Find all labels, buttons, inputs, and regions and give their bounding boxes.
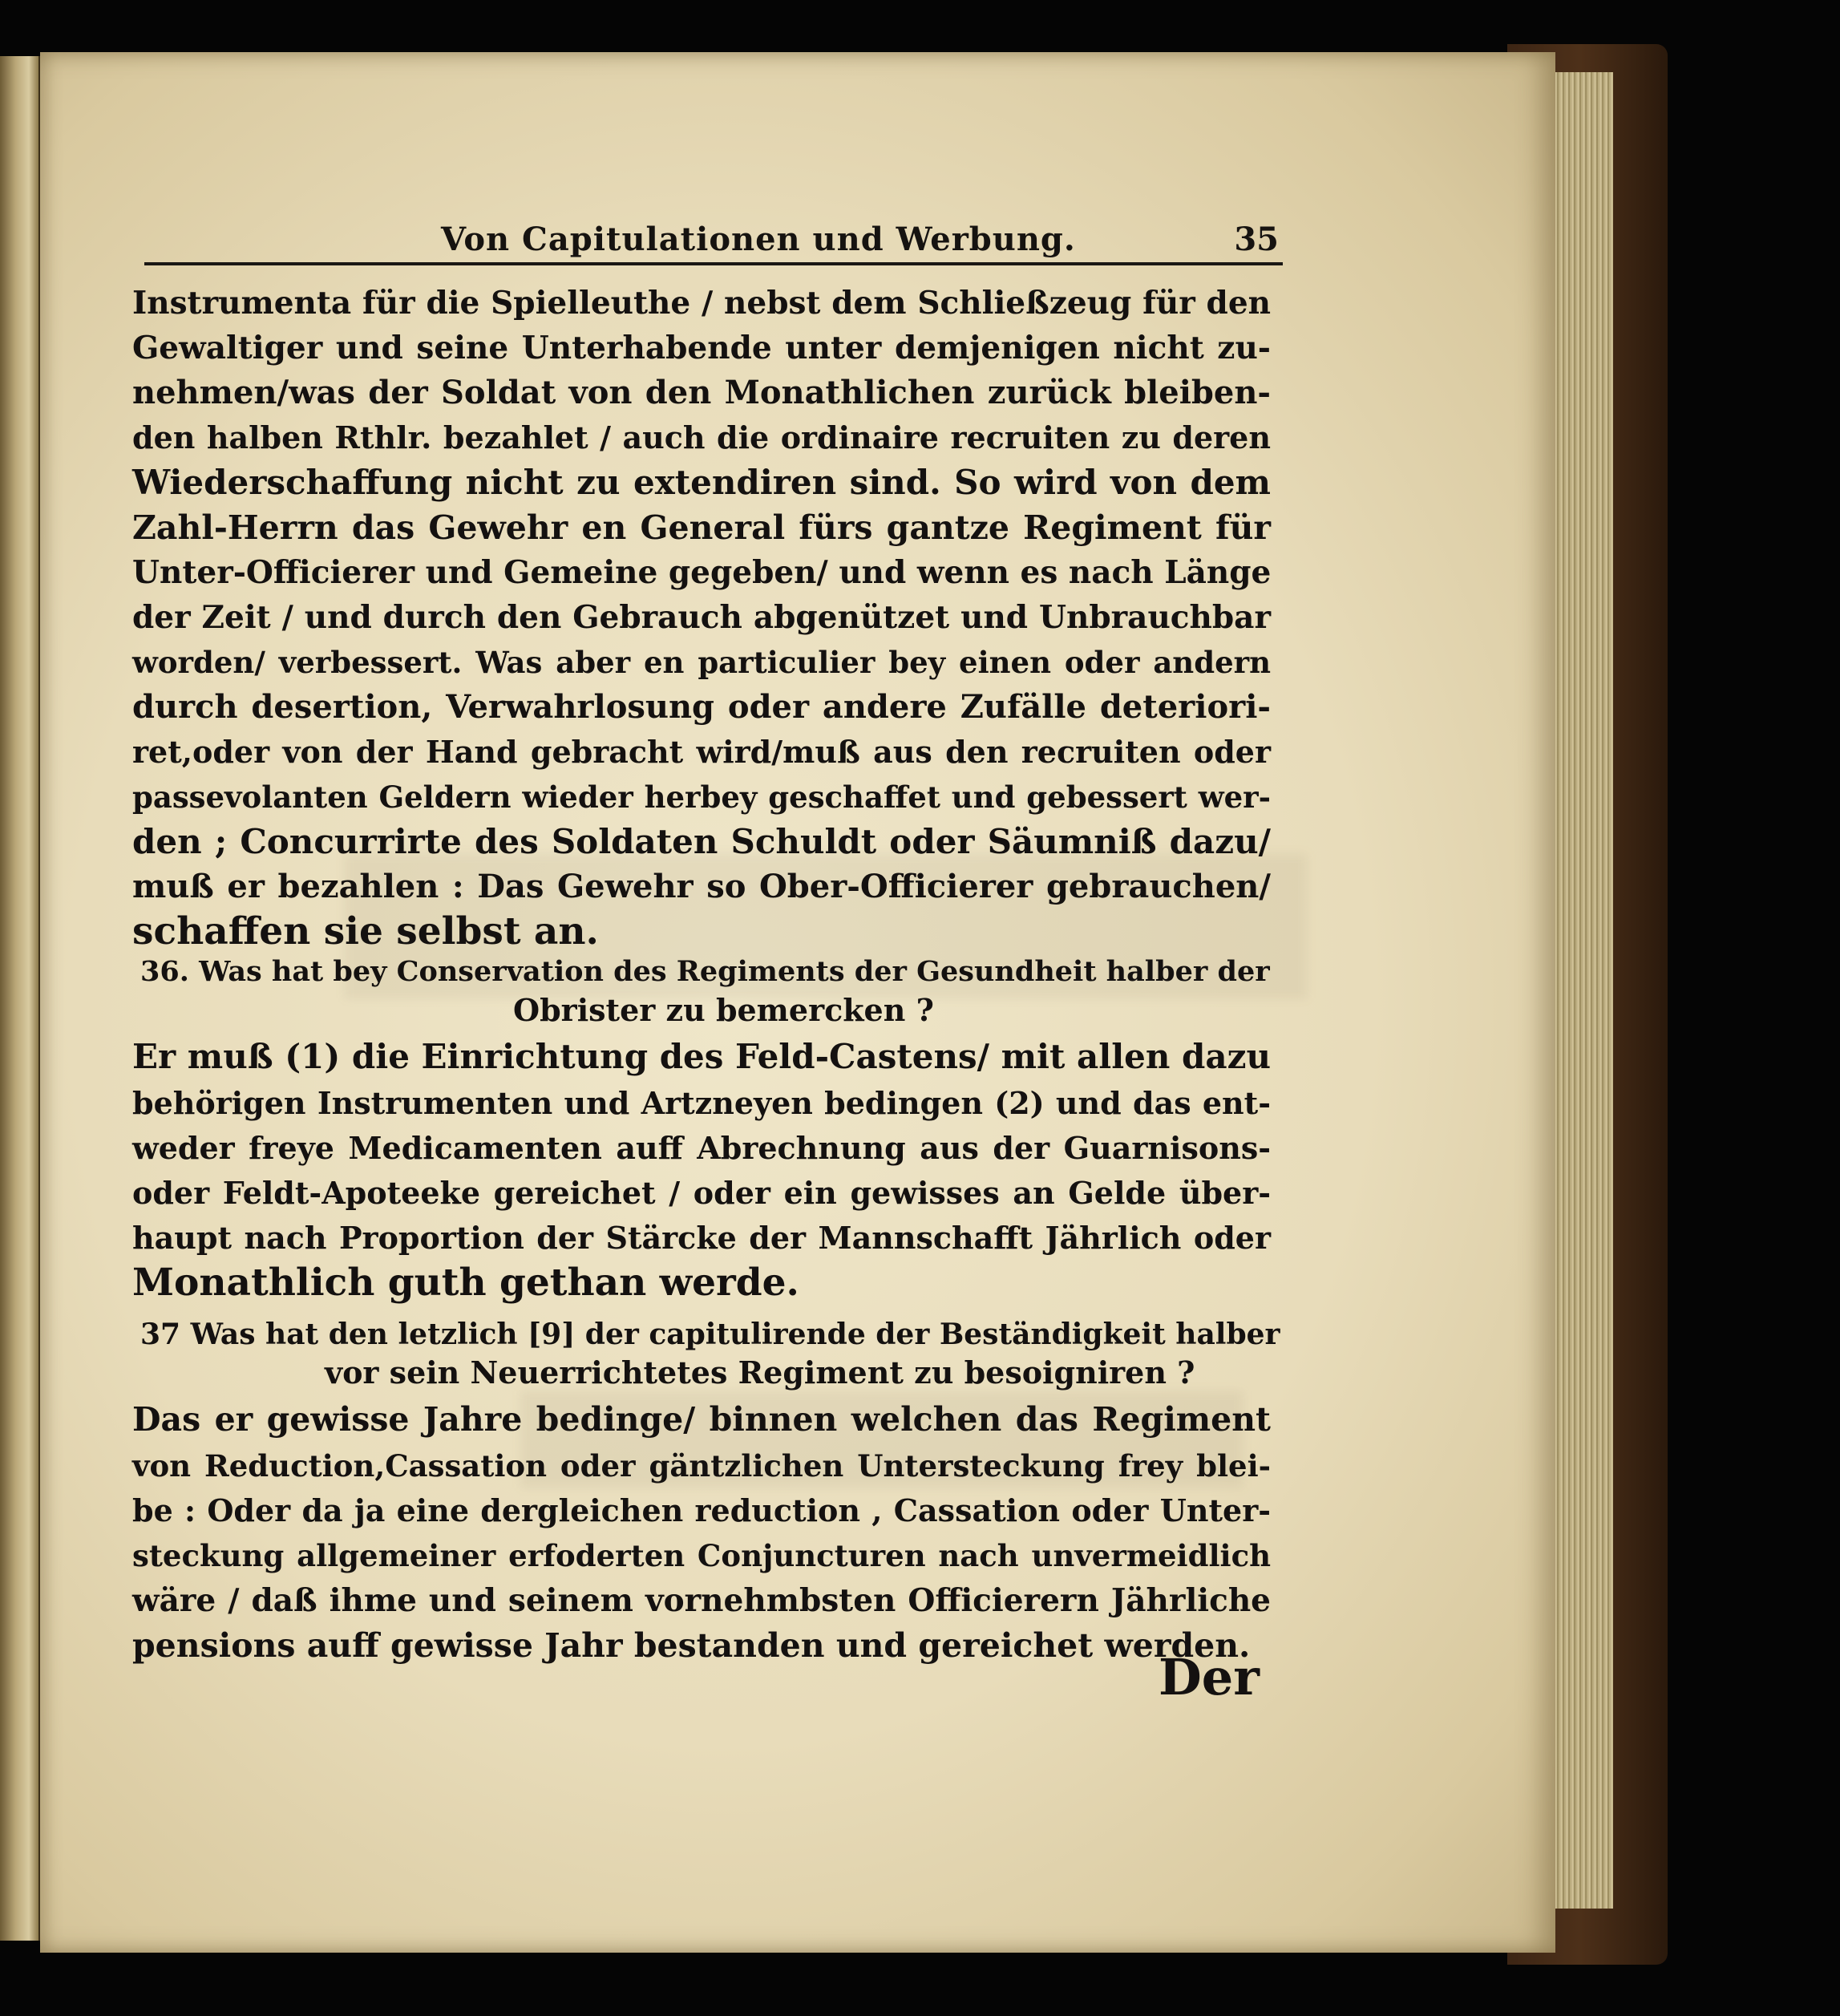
question-37-line-2: vor sein Neuerrichtetes Regiment zu besoigniren ? <box>325 1354 1195 1391</box>
text-line: passevolanten Geldern wieder herbey geschaffet und gebessert wer- <box>132 779 1271 815</box>
text-line: Gewaltiger und seine Unterhabende unter demjenigen nicht zu- <box>132 330 1271 366</box>
text-line: den halben Rthlr. bezahlet / auch die ordinaire recruiten zu deren <box>132 419 1271 455</box>
text-line: durch desertion, Verwahrlosung oder andere Zufälle deteriori- <box>132 688 1271 726</box>
catchword: Der <box>1159 1648 1260 1706</box>
text-line: der Zeit / und durch den Gebrauch abgenützet und Unbrauchbar <box>132 599 1271 636</box>
text-line: Das er gewisse Jahre bedinge/ binnen welchen das Regiment <box>132 1400 1271 1439</box>
text-line: Unter-Officierer und Gemeine gegeben/ und wenn es nach Länge <box>132 554 1272 591</box>
previous-page-edge <box>0 56 41 1941</box>
text-line: behörigen Instrumenten und Artzneyen bedingen (2) und das ent- <box>132 1085 1271 1121</box>
text-line: Wiederschaffung nicht zu extendiren sind. So wird von dem <box>132 463 1271 502</box>
running-header <box>144 221 1283 269</box>
page-number: 35 <box>1234 221 1279 258</box>
text-line: den ; Concurrirte des Soldaten Schuldt oder Säumniß dazu/ <box>132 822 1271 861</box>
text-line: muß er bezahlen : Das Gewehr so Ober-Officierer gebrauchen/ <box>132 868 1271 905</box>
text-line: oder Feldt-Apoteeke gereichet / oder ein gewisses an Gelde über- <box>132 1175 1271 1211</box>
header-title: Von Capitulationen und Werbung. <box>441 221 1076 258</box>
text-line: Instrumenta für die Spielleuthe / nebst dem Schließzeug für den <box>132 285 1271 322</box>
text-line: nehmen/was der Soldat von den Monathlichen zurück bleiben- <box>132 374 1271 411</box>
question-36-line-1: 36. Was hat bey Conservation des Regiments der Gesundheit halber der <box>140 955 1270 988</box>
text-line: haupt nach Proportion der Stärcke der Mannschafft Jährlich oder <box>132 1220 1271 1256</box>
text-line: Er muß (1) die Einrichtung des Feld-Castens/ mit allen dazu <box>132 1037 1271 1076</box>
text-line: pensions auff gewisse Jahr bestanden und gereichet werden. <box>132 1626 1251 1665</box>
text-line: steckung allgemeiner erfoderten Conjuncturen nach unvermeidlich <box>132 1538 1271 1573</box>
text-line: worden/ verbessert. Was aber en particulier bey einen oder andern <box>132 645 1271 680</box>
text-line: weder freye Medicamenten auff Abrechnung aus der Guarnisons- <box>132 1130 1271 1166</box>
text-line: ret,oder von der Hand gebracht wird/muß aus den recruiten oder <box>132 734 1271 770</box>
text-line: wäre / daß ihme und seinem vornehmbsten Officierern Jährliche <box>132 1582 1271 1619</box>
question-36-line-2: Obrister zu bemercken ? <box>513 992 934 1028</box>
text-line: be : Oder da ja eine dergleichen reduction , Cassation oder Unter- <box>132 1492 1271 1528</box>
text-line: von Reduction,Cassation oder gäntzlichen Untersteckung frey blei- <box>132 1448 1271 1484</box>
text-line: Monathlich guth gethan werde. <box>132 1261 799 1305</box>
question-37-line-1: 37 Was hat den letzlich [9] der capitulirende der Beständigkeit halber <box>140 1318 1280 1351</box>
header-rule <box>144 262 1283 265</box>
text-line: Zahl-Herrn das Gewehr en General fürs gantze Regiment für <box>132 508 1271 547</box>
text-line: schaffen sie selbst an. <box>132 909 599 953</box>
